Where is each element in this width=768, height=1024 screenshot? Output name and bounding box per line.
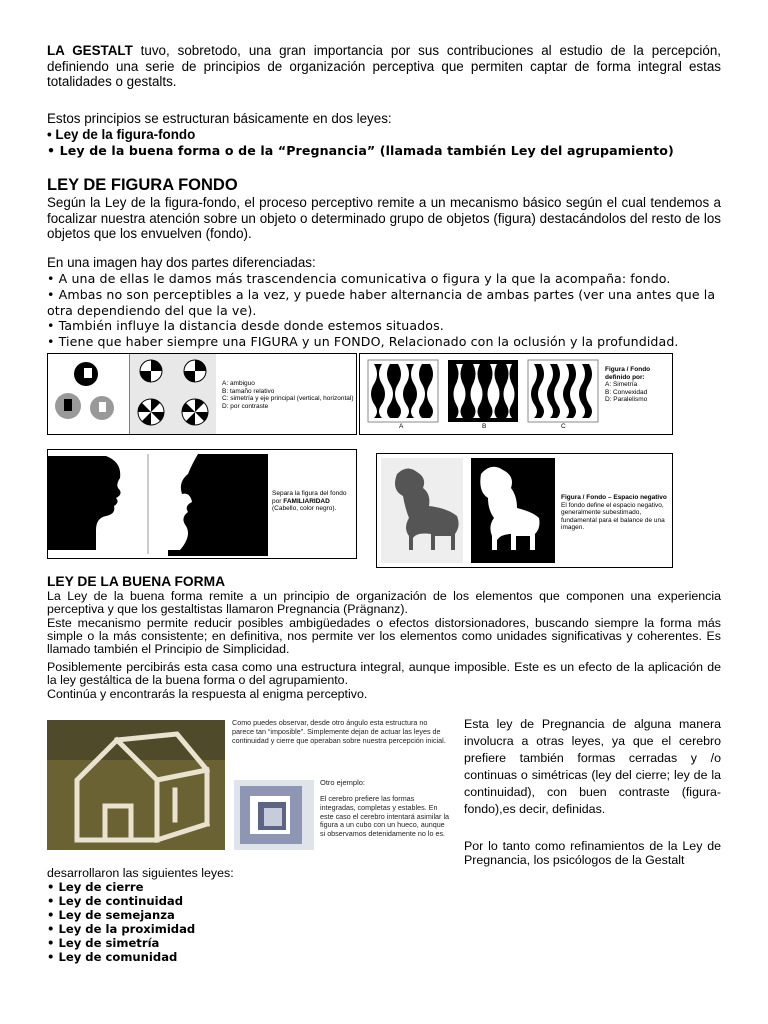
heading-figura-fondo: LEY DE FIGURA FONDO [47, 176, 238, 194]
parts-bullet: • También influye la distancia desde donde estemos situados. [47, 318, 444, 333]
caption-line: B: tamaño relativo [222, 387, 275, 395]
law-item: • Ley de continuidad [47, 894, 184, 908]
laws-intro: desarrollaron las siguientes leyes: [47, 866, 234, 880]
parts-bullet: • A una de ellas le damos más trascendencia comunicativa o figura y la que la acompaña: fondo. [47, 271, 671, 286]
caption-line: C: simetría y eje principal (vertical, horizontal) [222, 395, 354, 402]
impossible-house-photo [47, 720, 225, 850]
caption-line: A: ambiguo [222, 380, 255, 387]
buena-forma-paragraph: La Ley de la buena forma remite a un principio de organización de los elementos que componen una experiencia perceptiva y que los gestaltistas llamaron Pregnancia (Prägnanz). [47, 589, 721, 617]
figura-fondo-paragraph: Según la Ley de la figura-fondo, el proceso perceptivo remite a un mecanismo básico según el cual tendemos a focalizar nuestra atención sobre un objeto o determinado grupo de objetos (figura) destacándolos del resto de los objetos que los envuelven (fondo). [47, 195, 721, 241]
pregnancia-side-text: Esta ley de Pregnancia de alguna manera involucra a otras leyes, ya que el cerebro prefiere también formas cerradas y /o continuas o simétricas (ley del cierre; ley de la continuidad), con buen contraste (figura-fondo),es decir, definidas. [464, 717, 721, 816]
law-item: • Ley de cierre [47, 880, 144, 894]
house-caption: Como puedes observar, desde otro ángulo esta estructura no parece tan “imposible”. Simplemente dejan de actuar las leyes de continuidad y cierre que operaban sobre nuestra percepción inicial. [232, 718, 446, 745]
figure-ambiguous-caption [222, 380, 354, 410]
figure-ram-art [377, 454, 557, 567]
parts-bullet: • Ambas no son perceptibles a la vez, y puede haber alternancia de ambas partes (ver una antes que la otra dependiendo del que la ve). [47, 287, 716, 318]
buena-forma-paragraph: Posiblemente percibirás esta casa como una estructura integral, aunque imposible. Este es un efecto de la aplicación de la ley gestáltica de la buena forma o del agrupamiento. [47, 660, 721, 688]
parts-intro: En una imagen hay dos partes diferenciadas: [47, 255, 316, 270]
pregnancia-side-text-2: Por lo tanto como refinamientos de la Ley de Pregnancia, los psicólogos de la Gestalt [464, 839, 721, 867]
caption-line: B: Convexidad [605, 388, 648, 396]
figure-face-profiles [47, 449, 357, 559]
caption-title: Figura / Fondo definido por: [605, 366, 651, 381]
buena-forma-paragraph: Continúa y encontrarás la respuesta al enigma perceptivo. [47, 687, 368, 701]
pattern-label-a: A [399, 423, 404, 430]
law-item: • Ley de simetría [47, 936, 160, 950]
caption-line: D: Paralelismo [605, 396, 648, 403]
caption-line: A: Simetría [605, 381, 638, 388]
principles-intro: Estos principios se estructuran básicamente en dos leyes: [47, 111, 392, 126]
caption-title: Figura / Fondo – Espacio negativo [561, 494, 667, 501]
laws-list [47, 880, 195, 964]
figure-wave-patterns [359, 353, 673, 435]
figure-wave-caption [605, 366, 667, 404]
example-title: Otro ejemplo: [320, 778, 366, 787]
caption-text: El fondo define el espacio negativo, generalmente subestimado, fundamental para el balance de una imagen. [561, 501, 665, 531]
caption-part: (Cabello, color negro). [272, 505, 337, 512]
caption-emphasis: FAMILIARIDAD [283, 497, 330, 505]
intro-text: tuvo, sobretodo, una gran importancia por sus contribuciones al estudio de la percepción, definiendo una serie de principios de organización perceptiva que permiten captar de forma integral estas totalidades o gestalts. [47, 43, 721, 89]
impossible-cube-figure [234, 780, 314, 850]
law-item: • Ley de semejanza [47, 908, 175, 922]
heading-buena-forma: LEY DE LA BUENA FORMA [47, 574, 226, 589]
law-item: • Ley de comunidad [47, 950, 178, 964]
figure-face-caption [272, 490, 352, 513]
caption-line: D: por contraste [222, 402, 269, 410]
principle-item: • Ley de la figura-fondo [47, 127, 196, 142]
figure-ambiguous-shapes [47, 353, 357, 435]
pattern-label-b: B [482, 423, 487, 430]
figure-ram-caption [561, 494, 667, 532]
intro-paragraph [47, 43, 721, 90]
intro-lead: LA GESTALT [47, 43, 133, 58]
buena-forma-paragraph: Este mecanismo permite reducir posibles ambigüedades o efectos distorsionadores, buscando siempre la forma más simple o la más consistente; en definitiva, nos permite ver los elementos como unidades significativas y coherentes. Es llamado también el Principio de Simplicidad. [47, 616, 721, 657]
law-item: • Ley de la proximidad [47, 922, 196, 936]
figure-face-profiles-art [48, 450, 268, 558]
figure-ram-negative-space [376, 453, 673, 568]
example-text: El cerebro prefiere las formas integradas, completas y estables. En este caso el cerebro intentará asimilar la figura a un cubo con un hueco, aunque si observamos detenidamente no lo es. [320, 794, 450, 839]
parts-bullet: • Tiene que haber siempre una FIGURA y un FONDO, Relacionado con la oclusión y la profundidad. [47, 334, 679, 349]
figure-wave-patterns-art [360, 354, 600, 434]
caption-part: Separa la figura del fondo por [272, 490, 347, 505]
principle-item: • Ley de la buena forma o de la “Pregnancia” (llamada también Ley del agrupamiento) [47, 143, 674, 158]
pattern-label-c: C [561, 423, 566, 430]
